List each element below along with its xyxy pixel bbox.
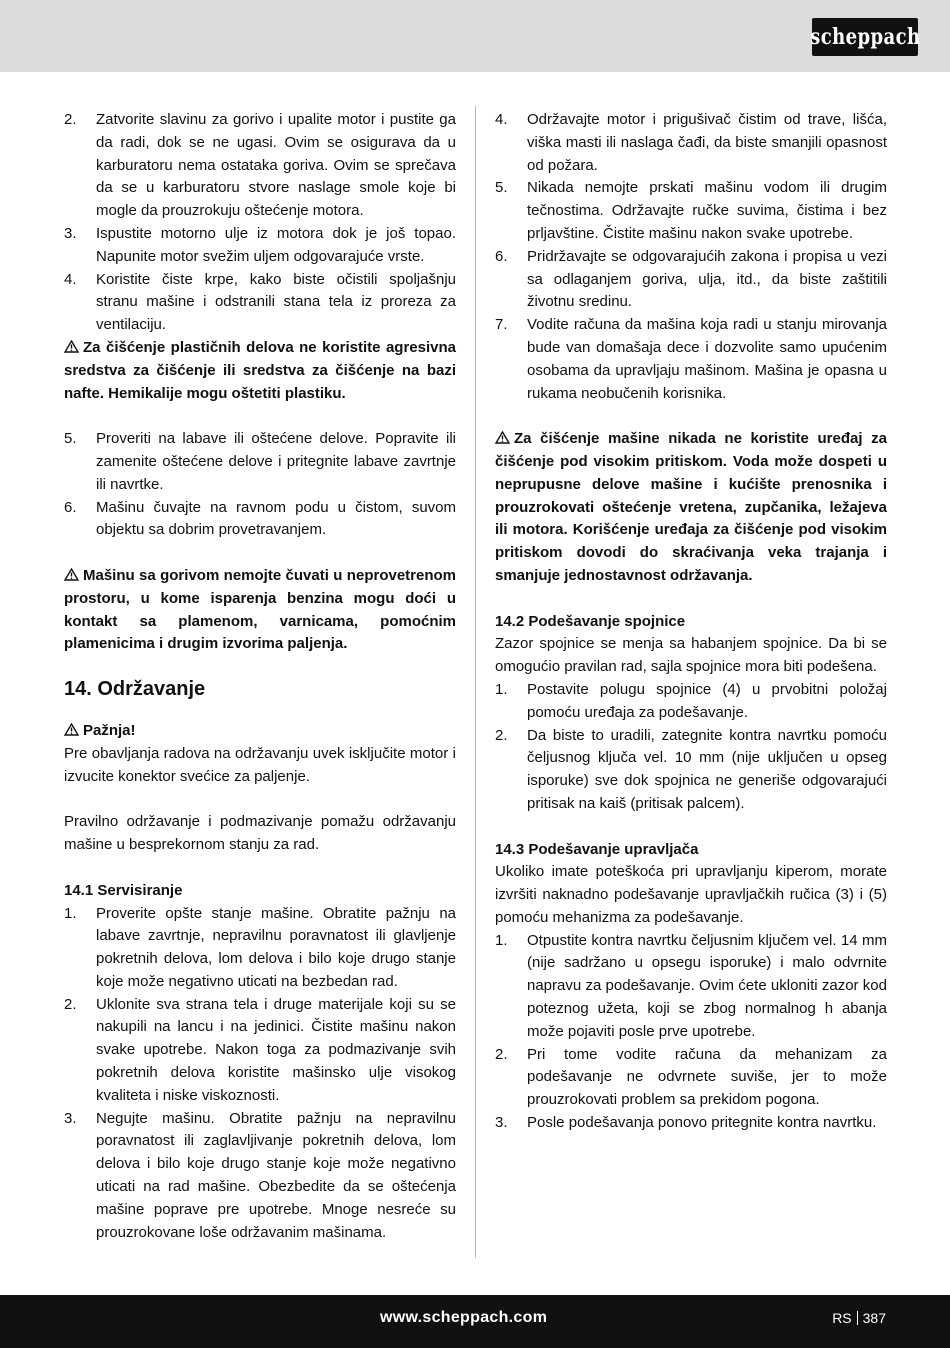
list-item: 2. Pri tome vodite računa da mehanizam za podešavanje ne odvrnete suviše, jer to može prouzrokovati problem sa prekidom pogona.: [495, 1045, 887, 1109]
website-link[interactable]: www.scheppach.com: [380, 1309, 548, 1326]
page-number: [832, 1310, 886, 1326]
list-item: 1. Proverite opšte stanje mašine. Obratite pažnju na labave zavrtnje, nepravilnu poravnatost ili glavljenje pokretnih delova, lom delova i bilo koje drugo stanje koje može negativno uticati na bezbedan rad.: [64, 904, 456, 990]
page-footer: [0, 1295, 950, 1348]
page-num: 387: [862, 1310, 886, 1326]
list-item: 3. Negujte mašinu. Obratite pažnju na nepravilnu poravnatost ili zaglavljivanje pokretnih delova, lom delova i bilo koje drugo stanje koje može negativno uticati na rad mašine. Obezbedite da se oštećenja mašine poprave pre upotrebe. Mnoge nesreće su prouzrokovane loše održavanim mašinama.: [64, 1109, 456, 1241]
clutch-title: 14.2 Podešavanje spojnice: [495, 612, 686, 630]
list-item: 6. Mašinu čuvajte na ravnom podu u čistom, suvom objektu sa dobrim provetravanjem.: [64, 498, 456, 539]
column-divider: [475, 106, 476, 1258]
control-title: 14.3 Podešavanje upravljača: [495, 840, 699, 858]
list-item: 6. Pridržavajte se odgovarajućih zakona i propisa u vezi sa odlaganjem goriva, ulja, itd., da biste zaštitili životnu sredinu.: [495, 247, 887, 311]
list-item: 3. Ispustite motorno ulje iz motora dok je još topao. Napunite motor svežim uljem odgovarajuće vrste.: [64, 224, 456, 265]
right-column: [495, 109, 887, 1135]
warning-triangle-icon: [64, 340, 79, 353]
section-title: 14. Održavanje: [64, 678, 206, 701]
list-item: 1. Otpustite kontra navrtku čeljusnim ključem vel. 14 mm (nije sadržano u opsegu isporuke) i malo odvrnite napravu za podešavanje. Ovim ćete ukloniti zazor kod poteznog užeta, koji se zbog normalnog h abanja može pojaviti posle prve upotrebe.: [495, 931, 887, 1040]
list-item: 5. Nikada nemojte prskati mašinu vodom ili drugim tečnostima. Održavajte ručke suvima, čistima i bez prljavštine. Čistite mašinu nakon svake upotrebe.: [495, 179, 887, 242]
logo-text: scheppach: [809, 24, 921, 50]
list-item: 2. Da biste to uradili, zategnite kontra navrtku pomoću čeljusnog ključa vel. 10 mm (nije uključen u opseg isporuke) sve dok spojnica ne generiše odgovarajući pritisak na kaiš (pritisak palcem).: [495, 726, 887, 812]
list-item: 2. Zatvorite slavinu za gorivo i upalite motor i pustite ga da radi, dok se ne ugasi. Ovim se osigurava da u karburatoru nema ostataka goriva. Ovim se sprečava da se u karburatoru stvore naslage smole koje bi mogle da prouzrokuju oštećenje motora.: [64, 111, 456, 220]
warning-triangle-icon: [495, 431, 510, 444]
warning-plastic: Za čišćenje plastičnih delova ne koristite agresivna sredstva za čišćenje ili sredstva za čišćenje na bazi nafte. Hemikalije mogu oštetiti plastiku.: [64, 338, 456, 402]
page-header: [0, 0, 950, 72]
service-title: 14.1 Servisiranje: [64, 881, 183, 899]
warning-pressure: Za čišćenje mašine nikada ne koristite uređaj za čišćenje pod visokim pritiskom. Voda može dospeti u neprupusne delove mašine i kućište prenosnika i prouzrokovati oštećenje vretena, zupčanika, ležajeva ili motora. Korišćenje uređaja za čišćenje pod visokim pritiskom dovodi do skraćivanja veka trajanja i smanjuje jednostavnost održavanja.: [495, 430, 887, 584]
attention-label: Pažnja!: [64, 720, 456, 743]
list-item: 4. Održavajte motor i prigušivač čistim od trave, lišća, viška masti ili naslaga čađi, da biste smanjili opasnost od požara.: [495, 111, 887, 174]
left-column: [64, 109, 456, 1244]
scheppach-logo: [809, 18, 921, 56]
list-item: 2. Uklonite sva strana tela i druge materijale koji su se nakupili na lancu i na jedinici. Čistite mašinu nakon svake upotrebe. Nakon toga za podmazivanje svih pokretnih delova koristite mašinsko ulje visokog kvaliteta i niske viskoznosti.: [64, 995, 456, 1104]
clutch-intro: Zazor spojnice se menja sa habanjem spojnice. Da bi se omogućio pravilan rad, sajla spojnice mora biti podešena.: [495, 635, 887, 676]
attention-text: Pre obavljanja radova na održavanju uvek isključite motor i izvucite konektor svećice za paljenje.: [64, 744, 456, 785]
warning-storage: Mašinu sa gorivom nemojte čuvati u neprovetrenom prostoru, u kome isparenja benzina mogu doći u kontakt sa plamenom, varnicama, pomoćnim plamenicima i drugim izvorima paljenja.: [64, 566, 456, 653]
list-item: 4. Koristite čiste krpe, kako biste očistili spoljašnju stranu mašine i odstranili stana tela iz proreza za ventilaciju.: [64, 270, 456, 334]
list-item: 1. Postavite polugu spojnice (4) u prvobitni položaj pomoću uređaja za podešavanje.: [495, 680, 887, 721]
list-item: 5. Proveriti na labave ili oštećene delove. Popravite ili zamenite oštećene delove i pritegnite labave zavrtnje ili navrtke.: [64, 430, 456, 493]
language-code: RS: [832, 1310, 852, 1326]
list-item: 7. Vodite računa da mašina koja radi u stanju mirovanja bude van domašaja dece i dozvolite samo upućenim osobama da upravljaju mašinom. Mašina je opasna u rukama neobučenih korisnika.: [495, 316, 887, 402]
maintenance-text: Pravilno održavanje i podmazivanje pomažu održavanju mašine u besprekornom stanju za rad.: [64, 813, 456, 854]
warning-triangle-icon: [64, 723, 79, 736]
warning-triangle-icon: [64, 568, 79, 581]
list-item: 3. Posle podešavanja ponovo pritegnite kontra navrtku.: [495, 1114, 877, 1132]
control-intro: Ukoliko imate poteškoća pri upravljanju kiperom, morate izvršiti naknadno podešavanje upravljačkih ručica (3) i (5) pomoću mehanizma za podešavanje.: [495, 863, 887, 926]
